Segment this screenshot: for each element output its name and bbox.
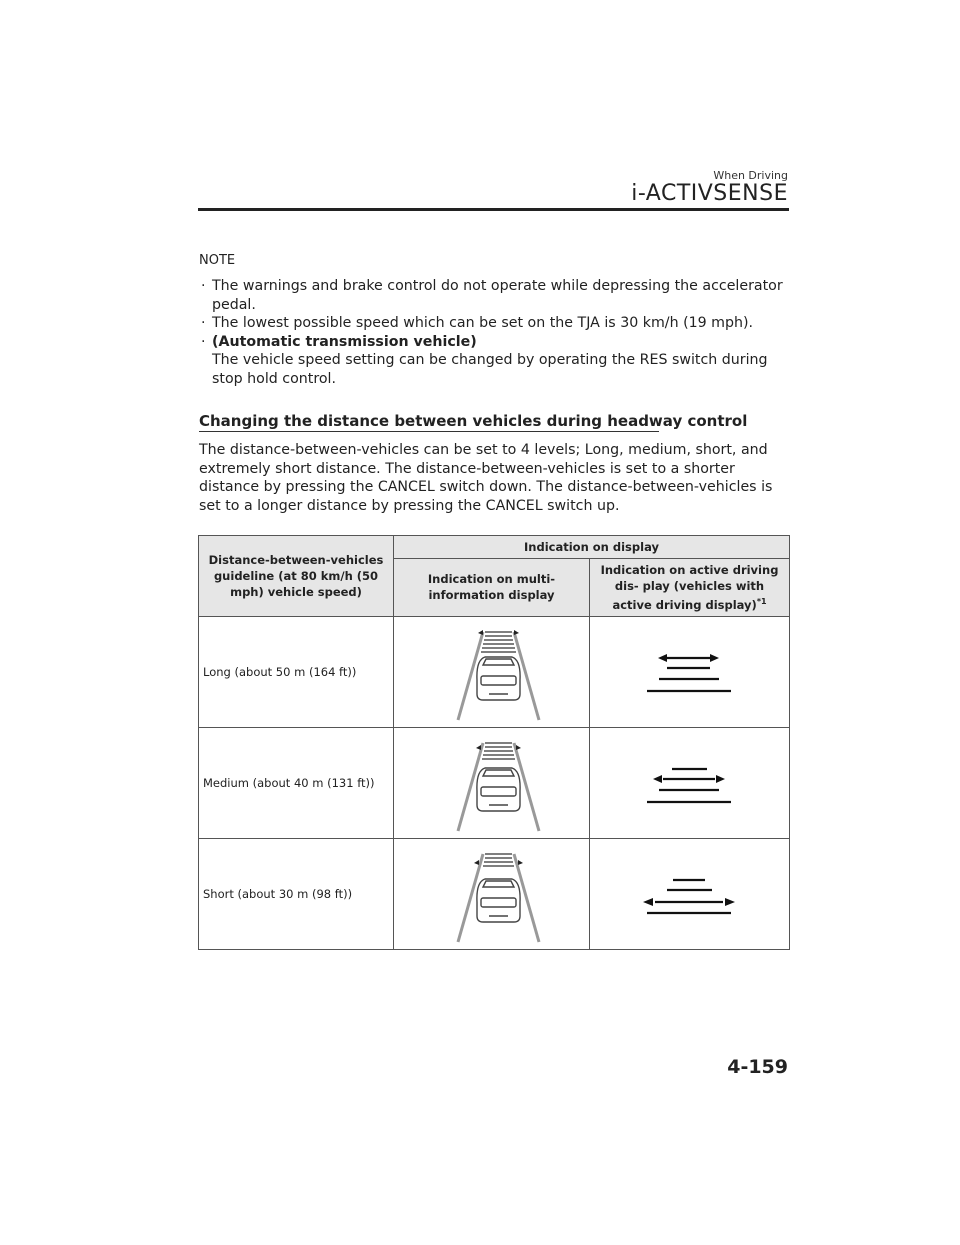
table-row xyxy=(199,838,790,949)
mid-long-icon xyxy=(417,620,567,724)
table-row xyxy=(199,727,790,838)
note-item-text: The vehicle speed setting can be changed by operating the RES switch during stop hold control. xyxy=(212,352,768,387)
note-list xyxy=(199,277,789,388)
col-header-guideline: Distance-between-vehicles guideline (at 80 km/h (50 mph) vehicle speed) xyxy=(199,536,394,617)
note-item xyxy=(199,333,789,389)
col-header-group: Indication on display xyxy=(394,536,790,559)
note-item-emphasis: (Automatic transmission vehicle) xyxy=(212,333,477,350)
mid-medium-icon xyxy=(417,731,567,835)
adp-medium-icon xyxy=(595,731,785,835)
note-title: NOTE xyxy=(199,253,236,268)
adp-long-icon xyxy=(595,620,785,724)
chapter-subtitle: When Driving xyxy=(713,169,788,182)
col-header-mid: Indication on multi-information display xyxy=(394,559,590,617)
adp-short-icon xyxy=(595,842,785,946)
mid-indicator-short xyxy=(394,838,590,949)
chapter-title: i-ACTIVSENSE xyxy=(631,181,788,206)
header-rule xyxy=(198,208,789,211)
note-item: · The warnings and brake control do not operate while depressing the accelerator pedal. xyxy=(199,277,789,314)
mid-indicator-medium xyxy=(394,727,590,838)
table-row xyxy=(199,616,790,727)
adp-indicator-long xyxy=(590,616,790,727)
mid-short-icon xyxy=(417,842,567,946)
page-number: 4-159 xyxy=(727,1056,788,1078)
footnote-marker: *1 xyxy=(756,597,767,606)
section-body: The distance-between-vehicles can be set to 4 levels; Long, medium, short, and extremely short distance. The distance-between-vehicles is set to a shorter distance by pressing the CANCEL switch down. The distance-between-vehicles is set to a longer distance by pressing the CANCEL switch up. xyxy=(199,442,773,514)
note-item: · The lowest possible speed which can be set on the TJA is 30 km/h (19 mph). xyxy=(199,314,789,333)
row-label: Short (about 30 m (98 ft)) xyxy=(199,838,394,949)
section-underline xyxy=(199,431,659,432)
adp-indicator-medium xyxy=(590,727,790,838)
col-header-adp: Indication on active driving dis- play (vehicles with active driving display)$^{*1}$ xyxy=(590,559,790,617)
distance-table xyxy=(198,535,790,950)
section-heading: Changing the distance between vehicles during headway control xyxy=(199,412,748,430)
adp-indicator-short xyxy=(590,838,790,949)
mid-indicator-long xyxy=(394,616,590,727)
row-label: Medium (about 40 m (131 ft)) xyxy=(199,727,394,838)
row-label: Long (about 50 m (164 ft)) xyxy=(199,616,394,727)
